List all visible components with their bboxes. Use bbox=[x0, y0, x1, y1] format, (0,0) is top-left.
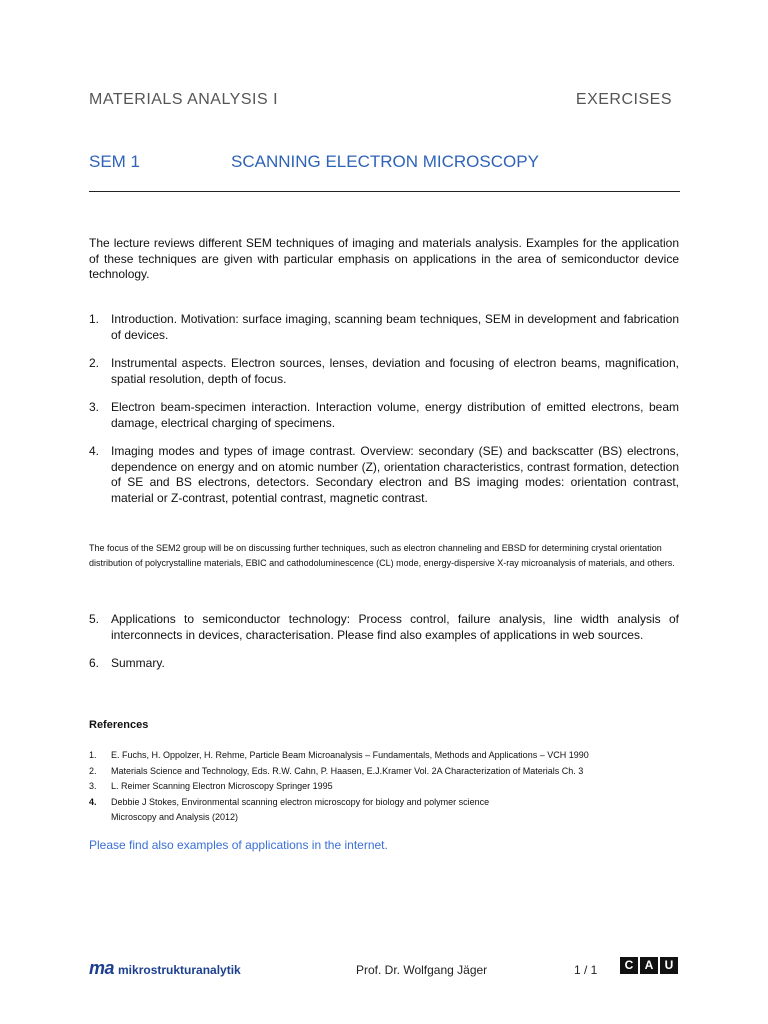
reference-item bbox=[89, 779, 689, 795]
logo-mark: ma bbox=[89, 958, 115, 978]
page-number: 1 / 1 bbox=[574, 963, 598, 977]
institute-logo bbox=[89, 958, 241, 979]
reference-item bbox=[89, 748, 689, 764]
reference-source: Microscopy and Analysis (2012) bbox=[111, 812, 239, 822]
reference-text: L. Reimer Scanning Electron Microscopy Springer 1995 bbox=[111, 781, 333, 791]
author-name: Prof. Dr. Wolfgang Jäger bbox=[356, 963, 488, 977]
topic-list bbox=[89, 312, 679, 519]
reference-text: Materials Science and Technology, Eds. R.W. Cahn, P. Haasen, E.J.Kramer Vol. 2A Characterization of Materials Ch. 3 bbox=[111, 765, 584, 776]
course-title: MATERIALS ANALYSIS I bbox=[89, 91, 279, 108]
item-number: 2. bbox=[89, 356, 100, 370]
item-text: Summary. bbox=[111, 656, 165, 670]
list-item bbox=[89, 444, 679, 506]
reference-number: 4. bbox=[89, 796, 97, 807]
reference-item bbox=[89, 795, 689, 826]
item-number: 5. bbox=[89, 612, 100, 626]
reference-number: 2. bbox=[89, 765, 97, 776]
reference-text: Debbie J Stokes, Environmental scanning electron microscopy for biology and polymer science bbox=[111, 796, 490, 807]
references-heading: References bbox=[89, 719, 149, 731]
module-title: SCANNING ELECTRON MICROSCOPY bbox=[231, 152, 539, 171]
item-text: Electron beam-specimen interaction. Interaction volume, energy distribution of emitted electrons, beam damage, electrical charging of specimens. bbox=[111, 400, 679, 430]
list-item bbox=[89, 656, 679, 672]
section-label: EXERCISES bbox=[575, 91, 672, 108]
reference-number: 3. bbox=[89, 781, 97, 791]
item-number: 1. bbox=[89, 312, 100, 326]
logo-text: mikrostrukturanalytik bbox=[118, 963, 241, 977]
item-text: Instrumental aspects. Electron sources, lenses, deviation and focusing of electron beams, magnification, spatial resolution, depth of focus. bbox=[111, 356, 679, 386]
item-number: 3. bbox=[89, 400, 100, 414]
focus-note: The focus of the SEM2 group will be on discussing further techniques, such as electron channeling and EBSD for determining crystal orientation distribution of polycrystalline materials, EBIC and cathodoluminescence (CL) mode, energy-dispersive X-ray microanalysis of materials, and others. bbox=[89, 543, 675, 568]
logo-letter: C bbox=[620, 957, 638, 974]
item-number: 4. bbox=[89, 444, 100, 458]
university-logo bbox=[620, 957, 678, 974]
web-sources-note: Please find also examples of applications in the internet. bbox=[89, 838, 388, 852]
item-text: Imaging modes and types of image contrast. Overview: secondary (SE) and backscatter (BS) electrons, dependence on energy and on atomic number (Z), orientation characteristics, contrast formation, detection of SE and BS electrons, detectors. Secondary electron and BS imaging modes: orientation contrast, material or Z-contrast, potential contrast, magnetic contrast. bbox=[111, 444, 679, 505]
reference-text: E. Fuchs, H. Oppolzer, H. Rehme, Particle Beam Microanalysis – Fundamentals, Methods and Applications – VCH 1990 bbox=[111, 750, 589, 760]
item-number: 6. bbox=[89, 656, 100, 670]
list-item bbox=[89, 400, 679, 431]
list-item bbox=[89, 312, 679, 343]
reference-number: 1. bbox=[89, 750, 97, 760]
item-text: Introduction. Motivation: surface imaging, scanning beam techniques, SEM in development and fabrication of devices. bbox=[111, 312, 679, 342]
topic-list-continued bbox=[89, 612, 679, 685]
intro-paragraph: The lecture reviews different SEM techniques of imaging and materials analysis. Examples for the application of these techniques are given with particular emphasis on applications in the area of semiconductor device technology. bbox=[89, 236, 679, 281]
references-list bbox=[89, 748, 689, 826]
header-divider bbox=[89, 191, 680, 192]
item-text: Applications to semiconductor technology: Process control, failure analysis, line width analysis of interconnects in devices, characterisation. Please find also examples of applications in web sources. bbox=[111, 612, 679, 642]
reference-item bbox=[89, 764, 689, 780]
logo-letter: A bbox=[640, 957, 658, 974]
list-item bbox=[89, 612, 679, 643]
logo-letter: U bbox=[660, 957, 678, 974]
list-item bbox=[89, 356, 679, 387]
module-code: SEM 1 bbox=[89, 152, 141, 171]
